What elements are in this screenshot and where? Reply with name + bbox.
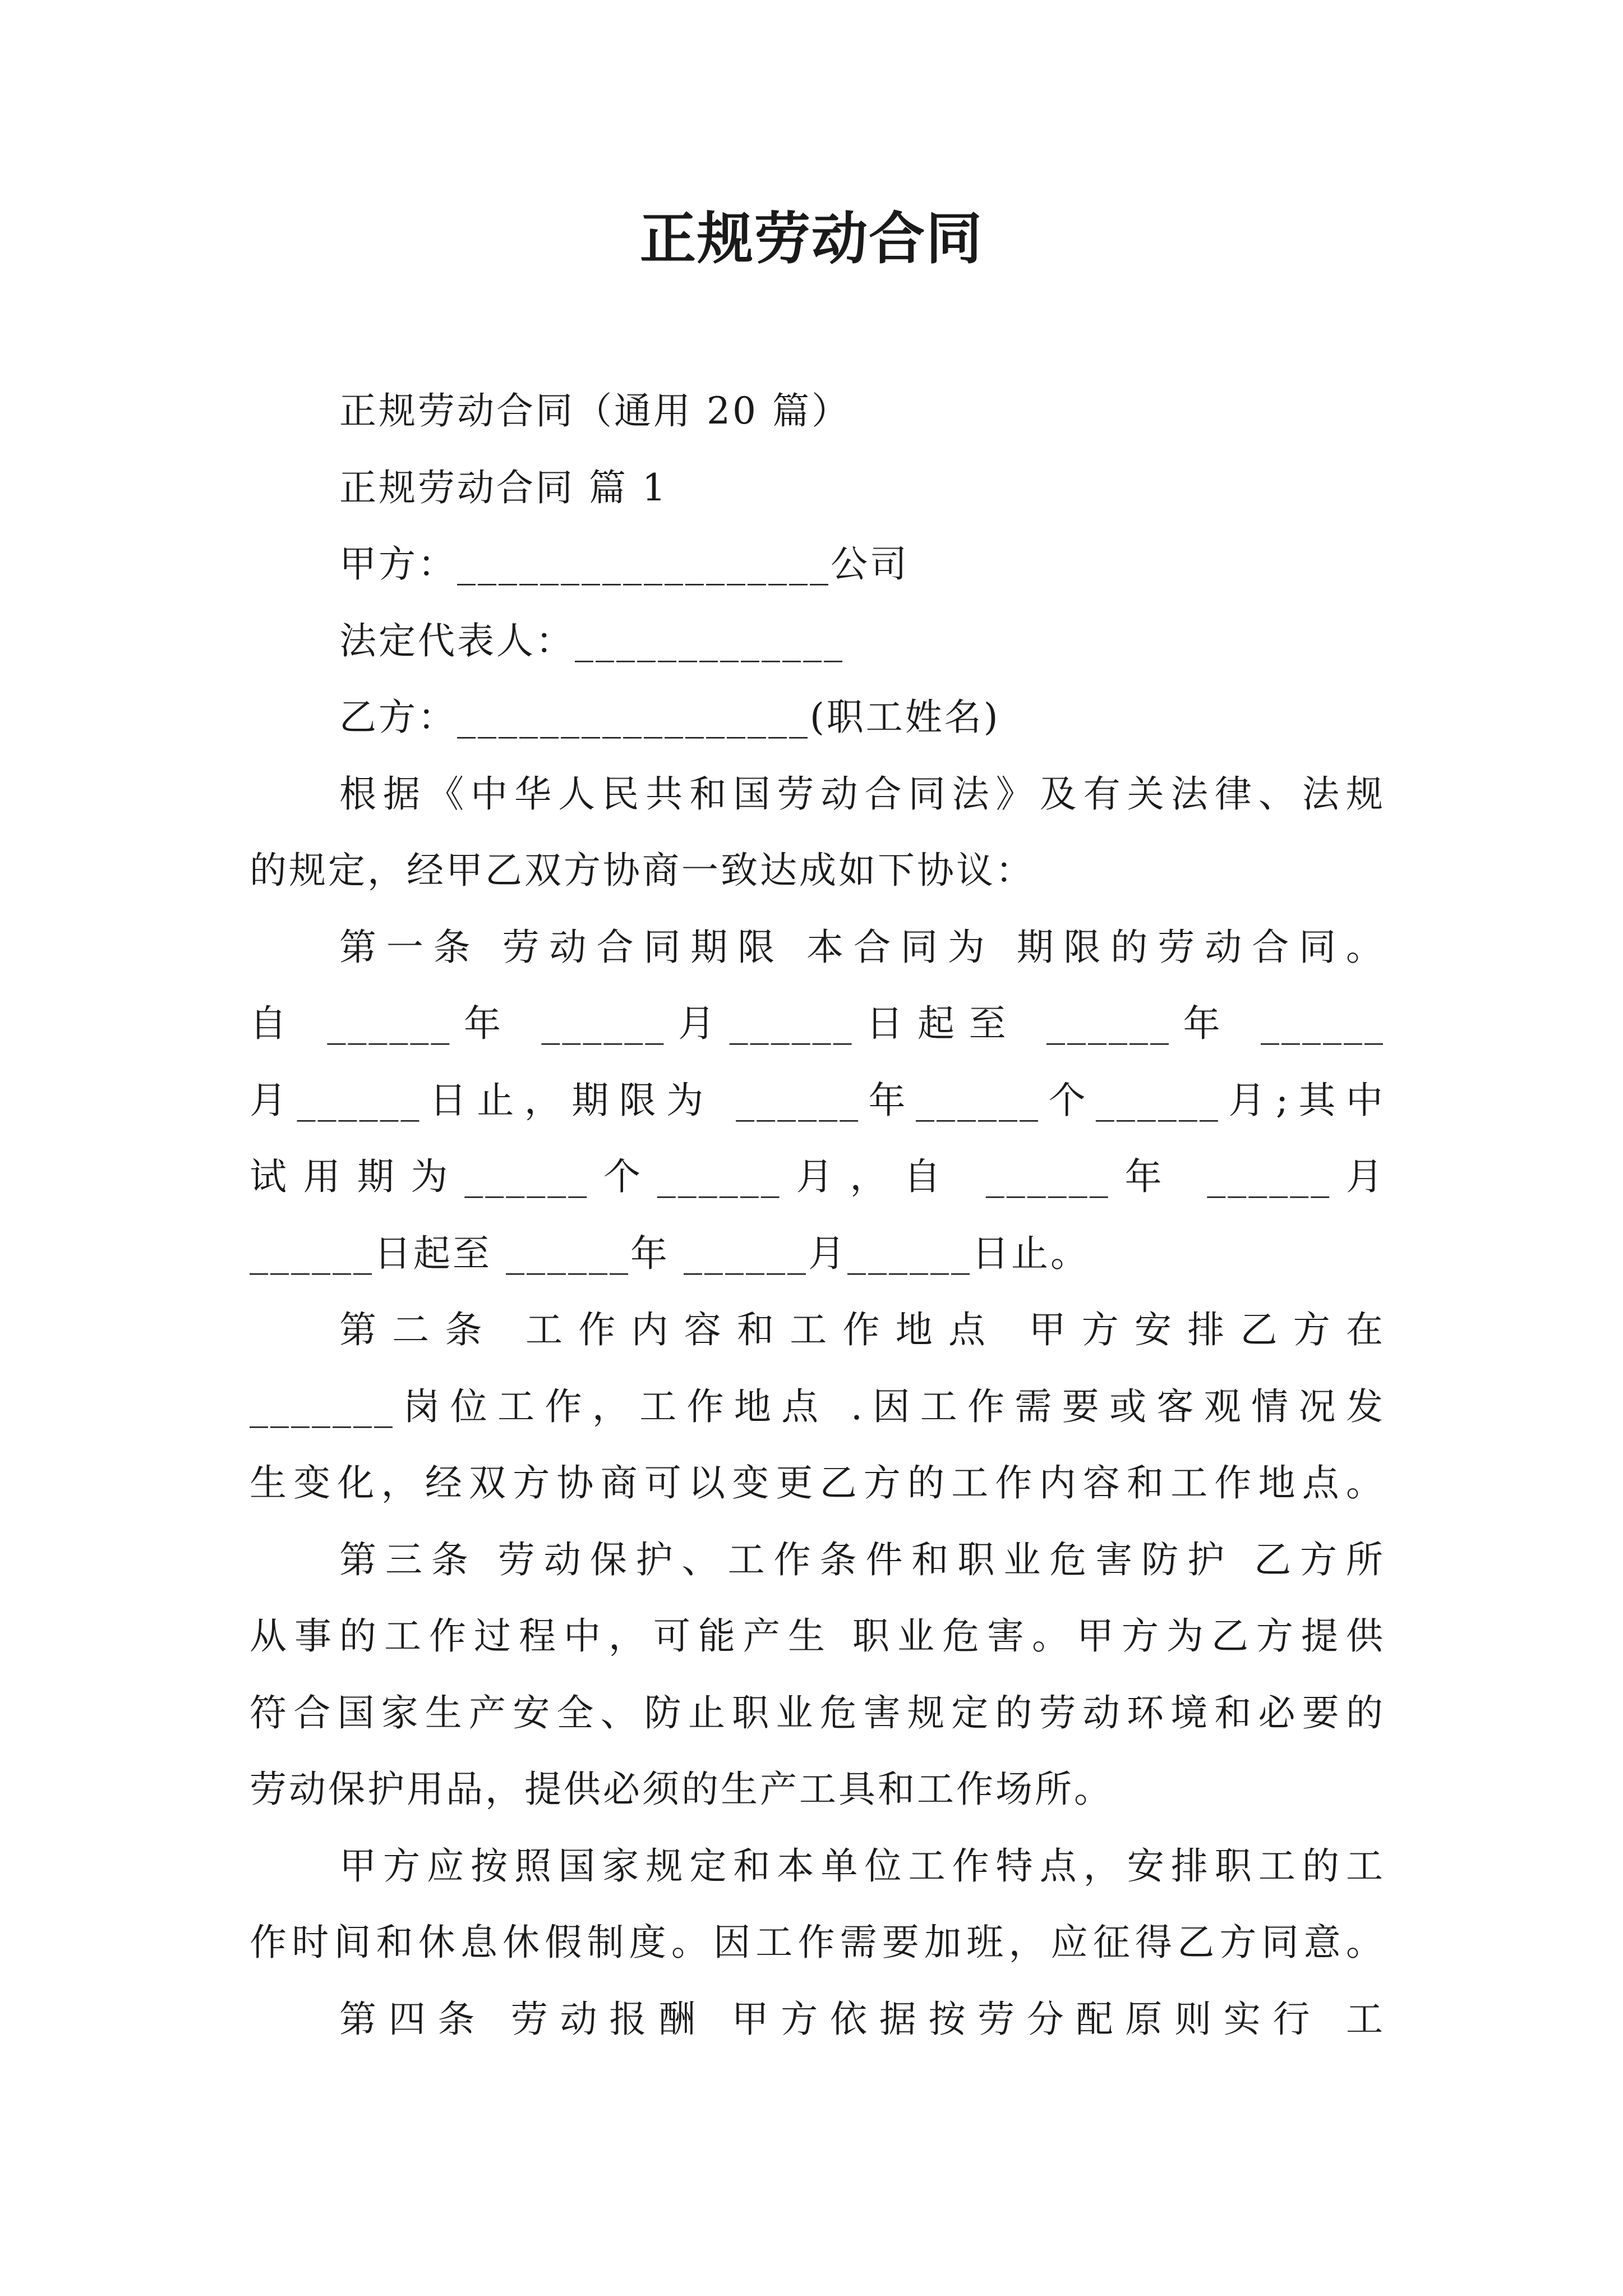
- paragraph-line: 第二条 工作内容和工作地点 甲方安排乙方在: [339, 1308, 1385, 1351]
- paragraph-line: 甲方：__________________公司: [339, 542, 909, 586]
- paragraph-line: _______岗位工作，工作地点 .因工作需要或客观情况发: [250, 1384, 1385, 1428]
- paragraph-line: 作时间和休息休假制度。因工作需要加班，应征得乙方同意。: [250, 1921, 1385, 1964]
- paragraph-line: 第一条 劳动合同期限 本合同为 期限的劳动合同。: [339, 925, 1385, 969]
- paragraph-line: 符合国家生产安全、防止职业危害规定的劳动环境和必要的: [250, 1691, 1385, 1734]
- paragraph-line: 根据《中华人民共和国劳动合同法》及有关法律、法规: [339, 772, 1385, 816]
- paragraph-line: 试用期为______个______月，自 ______年 ______月: [250, 1155, 1385, 1198]
- paragraph-line: 月______日止，期限为 ______年______个______月;其中: [250, 1078, 1385, 1122]
- paragraph-line: 自 ______年 ______月______日起至 ______年 ______: [250, 1002, 1385, 1045]
- paragraph-line: ______日起至 ______年 ______月______日止。: [250, 1231, 1090, 1275]
- paragraph-line: 第四条 劳动报酬 甲方依据按劳分配原则实行 工: [339, 1997, 1385, 2041]
- paragraph-line: 从事的工作过程中，可能产生 职业危害。甲方为乙方提供: [250, 1614, 1385, 1658]
- paragraph-line: 劳动保护用品，提供必须的生产工具和工作场所。: [250, 1768, 1113, 1811]
- paragraph-line: 第三条 劳动保护、工作条件和职业危害防护 乙方所: [339, 1538, 1385, 1581]
- paragraph-line: 生变化，经双方协商可以变更乙方的工作内容和工作地点。: [250, 1461, 1385, 1504]
- paragraph-line: 甲方应按照国家规定和本单位工作特点，安排职工的工: [339, 1844, 1385, 1888]
- paragraph-line: 正规劳动合同（通用 20 篇）: [339, 389, 851, 432]
- paragraph-line: 法定代表人：_____________: [339, 619, 845, 662]
- document-title: 正规劳动合同: [640, 205, 983, 272]
- paragraph-line: 正规劳动合同 篇 1: [339, 466, 668, 509]
- paragraph-line: 乙方：_________________(职工姓名): [339, 696, 1000, 739]
- document-body: [250, 373, 1385, 2058]
- paragraph-line: 的规定，经甲乙双方协商一致达成如下协议：: [250, 849, 1035, 892]
